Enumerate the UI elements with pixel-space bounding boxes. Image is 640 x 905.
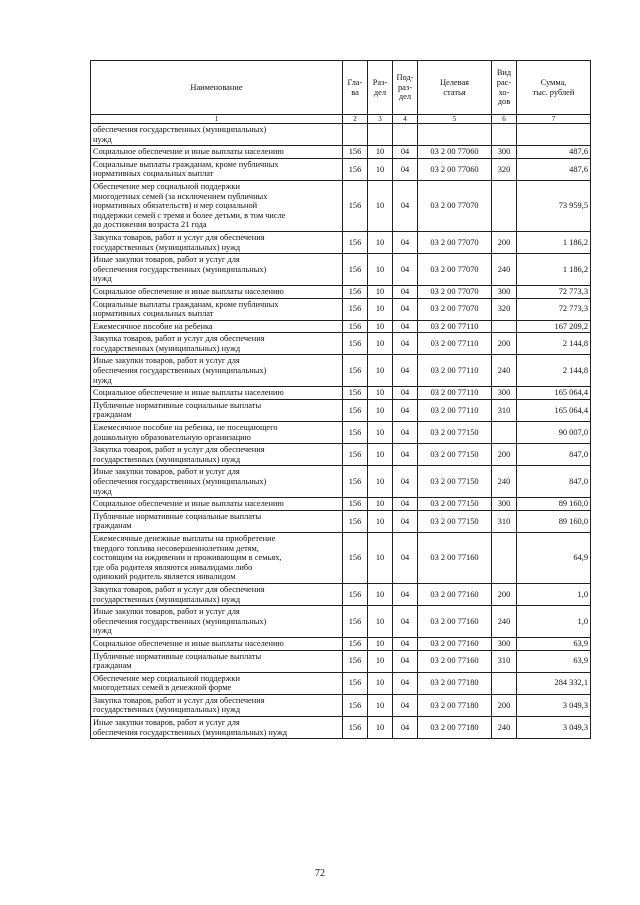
row-target-cell: 03 2 00 77110	[418, 387, 492, 400]
row-target-cell: 03 2 00 77110	[418, 355, 492, 387]
row-podrazdel-cell: 04	[393, 606, 418, 638]
row-vid-cell: 240	[492, 466, 517, 498]
row-razdel-cell: 10	[368, 498, 393, 511]
row-glava-cell: 156	[343, 510, 368, 532]
row-name-cell: Иные закупки товаров, работ и услуг для обеспечения государственных (муниципальных) нужд	[91, 606, 343, 638]
row-target-cell: 03 2 00 77160	[418, 650, 492, 672]
row-podrazdel-cell	[393, 124, 418, 146]
row-vid-cell: 240	[492, 717, 517, 739]
row-sum-cell: 2 144,8	[517, 333, 591, 355]
table-row	[91, 444, 591, 466]
row-glava-cell: 156	[343, 466, 368, 498]
row-name-cell: Социальное обеспечение и иные выплаты населению	[91, 498, 343, 511]
column-number: 6	[492, 115, 517, 124]
row-vid-cell: 310	[492, 399, 517, 421]
row-sum-cell: 3 049,3	[517, 694, 591, 716]
table-row	[91, 672, 591, 694]
row-razdel-cell: 10	[368, 158, 393, 180]
header-razdel: Раз- дел	[368, 61, 393, 115]
row-target-cell: 03 2 00 77160	[418, 637, 492, 650]
table-row	[91, 231, 591, 253]
row-glava-cell: 156	[343, 355, 368, 387]
row-name-cell: Закупка товаров, работ и услуг для обеспечения государственных (муниципальных) нужд	[91, 583, 343, 605]
row-podrazdel-cell: 04	[393, 333, 418, 355]
table-row	[91, 387, 591, 400]
row-glava-cell: 156	[343, 146, 368, 159]
row-target-cell: 03 2 00 77110	[418, 320, 492, 333]
row-podrazdel-cell: 04	[393, 231, 418, 253]
row-name-cell: Иные закупки товаров, работ и услуг для обеспечения государственных (муниципальных) нужд	[91, 254, 343, 286]
row-glava-cell: 156	[343, 298, 368, 320]
row-vid-cell: 320	[492, 158, 517, 180]
column-number: 1	[91, 115, 343, 124]
row-razdel-cell: 10	[368, 606, 393, 638]
row-target-cell: 03 2 00 77070	[418, 298, 492, 320]
table-row	[91, 158, 591, 180]
row-glava-cell: 156	[343, 254, 368, 286]
row-glava-cell: 156	[343, 694, 368, 716]
row-vid-cell: 310	[492, 650, 517, 672]
row-vid-cell: 300	[492, 387, 517, 400]
table-row	[91, 298, 591, 320]
row-vid-cell: 240	[492, 606, 517, 638]
row-name-cell: Социальное обеспечение и иные выплаты населению	[91, 387, 343, 400]
row-vid-cell: 300	[492, 285, 517, 298]
row-target-cell: 03 2 00 77070	[418, 254, 492, 286]
row-razdel-cell: 10	[368, 510, 393, 532]
row-vid-cell: 320	[492, 298, 517, 320]
row-glava-cell: 156	[343, 606, 368, 638]
row-sum-cell: 165 064,4	[517, 387, 591, 400]
row-sum-cell: 487,6	[517, 158, 591, 180]
row-sum-cell: 1 186,2	[517, 254, 591, 286]
row-target-cell: 03 2 00 77070	[418, 180, 492, 231]
row-sum-cell: 72 773,3	[517, 298, 591, 320]
row-name-cell: Социальное обеспечение и иные выплаты населению	[91, 637, 343, 650]
row-razdel-cell: 10	[368, 466, 393, 498]
row-target-cell: 03 2 00 77150	[418, 510, 492, 532]
row-sum-cell: 73 959,5	[517, 180, 591, 231]
header-sum: Сумма, тыс. рублей	[517, 61, 591, 115]
row-name-cell: Социальное обеспечение и иные выплаты населению	[91, 146, 343, 159]
row-target-cell	[418, 124, 492, 146]
row-glava-cell: 156	[343, 320, 368, 333]
row-name-cell: Обеспечение мер социальной поддержки многодетных семей (за исключением публичных нормативных обязательств) и мер социальной поддержки семей с тремя и более детьми, в том числе до достижения возраста 21 года	[91, 180, 343, 231]
row-vid-cell: 300	[492, 146, 517, 159]
row-glava-cell: 156	[343, 387, 368, 400]
row-sum-cell: 63,9	[517, 650, 591, 672]
column-number: 5	[418, 115, 492, 124]
row-target-cell: 03 2 00 77180	[418, 672, 492, 694]
row-name-cell: Публичные нормативные социальные выплаты гражданам	[91, 510, 343, 532]
table-row	[91, 532, 591, 583]
header-name: Наименование	[91, 61, 343, 115]
column-number-row	[91, 115, 591, 124]
row-razdel-cell: 10	[368, 532, 393, 583]
row-podrazdel-cell: 04	[393, 498, 418, 511]
row-razdel-cell: 10	[368, 444, 393, 466]
row-glava-cell: 156	[343, 444, 368, 466]
row-glava-cell: 156	[343, 158, 368, 180]
row-vid-cell: 200	[492, 694, 517, 716]
row-vid-cell: 200	[492, 333, 517, 355]
row-sum-cell	[517, 124, 591, 146]
table-row	[91, 510, 591, 532]
header-target: Целевая статья	[418, 61, 492, 115]
budget-table	[90, 60, 591, 739]
column-number: 4	[393, 115, 418, 124]
row-target-cell: 03 2 00 77110	[418, 399, 492, 421]
row-vid-cell: 200	[492, 231, 517, 253]
table-row	[91, 583, 591, 605]
table-row	[91, 355, 591, 387]
row-target-cell: 03 2 00 77070	[418, 285, 492, 298]
row-glava-cell: 156	[343, 637, 368, 650]
table-row	[91, 694, 591, 716]
row-podrazdel-cell: 04	[393, 650, 418, 672]
row-sum-cell: 847,0	[517, 444, 591, 466]
table-row	[91, 650, 591, 672]
table-row	[91, 333, 591, 355]
row-sum-cell: 72 773,3	[517, 285, 591, 298]
row-razdel-cell: 10	[368, 399, 393, 421]
row-target-cell: 03 2 00 77180	[418, 717, 492, 739]
row-podrazdel-cell: 04	[393, 387, 418, 400]
row-target-cell: 03 2 00 77060	[418, 146, 492, 159]
row-razdel-cell: 10	[368, 650, 393, 672]
row-podrazdel-cell: 04	[393, 285, 418, 298]
row-razdel-cell: 10	[368, 637, 393, 650]
row-name-cell: Обеспечение мер социальной поддержки многодетных семей в денежной форме	[91, 672, 343, 694]
row-podrazdel-cell: 04	[393, 422, 418, 444]
row-razdel-cell: 10	[368, 285, 393, 298]
row-podrazdel-cell: 04	[393, 637, 418, 650]
row-vid-cell: 200	[492, 444, 517, 466]
row-podrazdel-cell: 04	[393, 532, 418, 583]
row-razdel-cell: 10	[368, 333, 393, 355]
row-razdel-cell: 10	[368, 320, 393, 333]
row-sum-cell: 167 209,2	[517, 320, 591, 333]
row-podrazdel-cell: 04	[393, 399, 418, 421]
column-number: 3	[368, 115, 393, 124]
header-glava: Гла- ва	[343, 61, 368, 115]
row-razdel-cell: 10	[368, 355, 393, 387]
row-sum-cell: 90 007,0	[517, 422, 591, 444]
row-glava-cell: 156	[343, 180, 368, 231]
row-razdel-cell: 10	[368, 422, 393, 444]
row-sum-cell: 2 144,8	[517, 355, 591, 387]
row-target-cell: 03 2 00 77160	[418, 583, 492, 605]
header-row	[91, 61, 591, 115]
row-razdel-cell: 10	[368, 583, 393, 605]
row-glava-cell: 156	[343, 532, 368, 583]
table-row	[91, 124, 591, 146]
row-target-cell: 03 2 00 77110	[418, 333, 492, 355]
row-glava-cell: 156	[343, 583, 368, 605]
row-sum-cell: 847,0	[517, 466, 591, 498]
row-name-cell: Социальные выплаты гражданам, кроме публичных нормативных социальных выплат	[91, 158, 343, 180]
row-razdel-cell: 10	[368, 717, 393, 739]
row-name-cell: Публичные нормативные социальные выплаты гражданам	[91, 650, 343, 672]
row-target-cell: 03 2 00 77160	[418, 532, 492, 583]
row-sum-cell: 64,9	[517, 532, 591, 583]
row-razdel-cell: 10	[368, 146, 393, 159]
table-row	[91, 637, 591, 650]
row-podrazdel-cell: 04	[393, 694, 418, 716]
row-name-cell: Публичные нормативные социальные выплаты гражданам	[91, 399, 343, 421]
row-podrazdel-cell: 04	[393, 146, 418, 159]
table-row	[91, 180, 591, 231]
row-name-cell: Закупка товаров, работ и услуг для обеспечения государственных (муниципальных) нужд	[91, 333, 343, 355]
row-sum-cell: 165 064,4	[517, 399, 591, 421]
row-vid-cell	[492, 672, 517, 694]
row-name-cell: Ежемесячные денежные выплаты на приобретение твердого топлива несовершеннолетним детям, состоящим на иждивении и проживающим в семьях, где оба родителя являются инвалидами либо одинокий родитель является инвалидом	[91, 532, 343, 583]
row-glava-cell: 156	[343, 498, 368, 511]
header-podrazdel: Под- раз- дел	[393, 61, 418, 115]
row-vid-cell	[492, 124, 517, 146]
row-razdel-cell: 10	[368, 672, 393, 694]
row-podrazdel-cell: 04	[393, 672, 418, 694]
table-row	[91, 399, 591, 421]
row-glava-cell: 156	[343, 422, 368, 444]
table-row	[91, 285, 591, 298]
row-podrazdel-cell: 04	[393, 298, 418, 320]
row-razdel-cell	[368, 124, 393, 146]
row-vid-cell	[492, 320, 517, 333]
row-podrazdel-cell: 04	[393, 355, 418, 387]
row-vid-cell: 300	[492, 637, 517, 650]
row-glava-cell: 156	[343, 333, 368, 355]
row-vid-cell: 200	[492, 583, 517, 605]
row-glava-cell: 156	[343, 650, 368, 672]
row-vid-cell: 310	[492, 510, 517, 532]
row-razdel-cell: 10	[368, 180, 393, 231]
page-number: 72	[315, 868, 325, 879]
row-name-cell: обеспечения государственных (муниципальных) нужд	[91, 124, 343, 146]
row-sum-cell: 89 160,0	[517, 498, 591, 511]
row-podrazdel-cell: 04	[393, 180, 418, 231]
row-glava-cell: 156	[343, 399, 368, 421]
table-row	[91, 254, 591, 286]
row-vid-cell: 240	[492, 254, 517, 286]
row-name-cell: Закупка товаров, работ и услуг для обеспечения государственных (муниципальных) нужд	[91, 694, 343, 716]
row-name-cell: Закупка товаров, работ и услуг для обеспечения государственных (муниципальных) нужд	[91, 231, 343, 253]
row-glava-cell: 156	[343, 672, 368, 694]
row-sum-cell: 89 160,0	[517, 510, 591, 532]
header-vid: Вид рас- хо- дов	[492, 61, 517, 115]
row-name-cell: Ежемесячное пособие на ребенка, не посещающего дошкольную образовательную организацию	[91, 422, 343, 444]
row-vid-cell: 240	[492, 355, 517, 387]
column-number: 7	[517, 115, 591, 124]
row-glava-cell: 156	[343, 231, 368, 253]
row-vid-cell	[492, 422, 517, 444]
row-glava-cell: 156	[343, 285, 368, 298]
row-vid-cell	[492, 532, 517, 583]
row-podrazdel-cell: 04	[393, 510, 418, 532]
row-name-cell: Закупка товаров, работ и услуг для обеспечения государственных (муниципальных) нужд	[91, 444, 343, 466]
row-podrazdel-cell: 04	[393, 158, 418, 180]
row-podrazdel-cell: 04	[393, 320, 418, 333]
row-name-cell: Иные закупки товаров, работ и услуг для обеспечения государственных (муниципальных) нужд	[91, 717, 343, 739]
row-podrazdel-cell: 04	[393, 466, 418, 498]
row-razdel-cell: 10	[368, 254, 393, 286]
row-sum-cell: 1,0	[517, 606, 591, 638]
table-row	[91, 146, 591, 159]
row-target-cell: 03 2 00 77150	[418, 498, 492, 511]
row-podrazdel-cell: 04	[393, 444, 418, 466]
row-name-cell: Социальное обеспечение и иные выплаты населению	[91, 285, 343, 298]
table-row	[91, 320, 591, 333]
row-sum-cell: 487,6	[517, 146, 591, 159]
row-sum-cell: 63,9	[517, 637, 591, 650]
column-number: 2	[343, 115, 368, 124]
budget-table-sheet	[90, 60, 590, 739]
row-podrazdel-cell: 04	[393, 583, 418, 605]
row-glava-cell: 156	[343, 717, 368, 739]
row-target-cell: 03 2 00 77160	[418, 606, 492, 638]
row-target-cell: 03 2 00 77060	[418, 158, 492, 180]
row-razdel-cell: 10	[368, 694, 393, 716]
row-sum-cell: 284 332,1	[517, 672, 591, 694]
row-name-cell: Социальные выплаты гражданам, кроме публичных нормативных социальных выплат	[91, 298, 343, 320]
row-target-cell: 03 2 00 77070	[418, 231, 492, 253]
row-name-cell: Ежемесячное пособие на ребенка	[91, 320, 343, 333]
row-target-cell: 03 2 00 77150	[418, 466, 492, 498]
row-razdel-cell: 10	[368, 298, 393, 320]
row-sum-cell: 1 186,2	[517, 231, 591, 253]
row-name-cell: Иные закупки товаров, работ и услуг для обеспечения государственных (муниципальных) нужд	[91, 466, 343, 498]
row-vid-cell: 300	[492, 498, 517, 511]
table-row	[91, 498, 591, 511]
table-row	[91, 422, 591, 444]
row-target-cell: 03 2 00 77150	[418, 422, 492, 444]
row-podrazdel-cell: 04	[393, 254, 418, 286]
row-sum-cell: 3 049,3	[517, 717, 591, 739]
row-glava-cell	[343, 124, 368, 146]
table-row	[91, 466, 591, 498]
table-row	[91, 606, 591, 638]
row-name-cell: Иные закупки товаров, работ и услуг для обеспечения государственных (муниципальных) нужд	[91, 355, 343, 387]
row-razdel-cell: 10	[368, 231, 393, 253]
row-target-cell: 03 2 00 77150	[418, 444, 492, 466]
row-target-cell: 03 2 00 77180	[418, 694, 492, 716]
row-podrazdel-cell: 04	[393, 717, 418, 739]
table-body	[91, 124, 591, 739]
row-sum-cell: 1,0	[517, 583, 591, 605]
row-razdel-cell: 10	[368, 387, 393, 400]
row-vid-cell	[492, 180, 517, 231]
table-row	[91, 717, 591, 739]
